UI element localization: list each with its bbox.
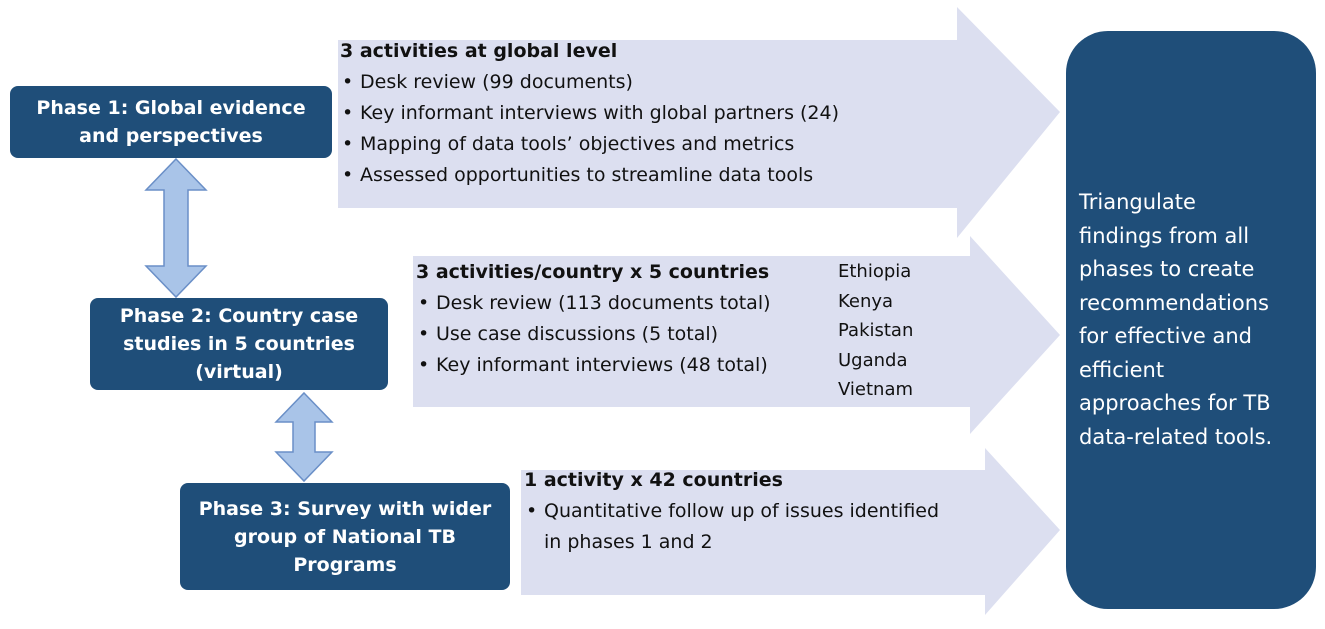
list-item: • Assessed opportunities to streamline data tools xyxy=(340,160,839,191)
country-name: Kenya xyxy=(838,290,894,312)
country-activities xyxy=(416,257,771,381)
list-item: • Key informant interviews with global partners (24) xyxy=(340,98,839,129)
survey-bullet-line-2: in phases 1 and 2 xyxy=(544,531,713,553)
survey-activities xyxy=(524,465,939,558)
triangulate-line: for effective and xyxy=(1079,324,1253,348)
triangulate-box xyxy=(1066,31,1316,609)
double-arrow-phase1-phase2 xyxy=(146,159,206,297)
triangulate-line: approaches for TB xyxy=(1079,391,1271,415)
triangulate-text xyxy=(1079,186,1272,454)
triangulate-line: recommendations xyxy=(1079,290,1269,315)
country-name: Pakistan xyxy=(838,320,914,341)
phase-1-line-1: Phase 1: Global evidence xyxy=(36,97,306,119)
phase-2-box xyxy=(90,298,388,390)
phase-2-line-3: (virtual) xyxy=(195,361,283,383)
phase-3-box xyxy=(180,483,510,590)
phase-2-line-1: Phase 2: Country case xyxy=(119,305,359,327)
country-name: Ethiopia xyxy=(838,261,912,282)
phase-1-box xyxy=(10,86,332,158)
triangulate-line: phases to create xyxy=(1079,257,1255,281)
list-item: • Key informant interviews (48 total) xyxy=(416,350,771,381)
list-item: • Mapping of data tools’ objectives and metrics xyxy=(340,129,839,160)
country-activities-list xyxy=(416,288,771,381)
survey-bullet-line-1: Quantitative follow up of issues identified xyxy=(544,500,940,522)
list-item: • Desk review (99 documents) xyxy=(340,67,839,98)
phase-1-line-2: and perspectives xyxy=(79,125,263,147)
triangulate-line: data-related tools. xyxy=(1079,424,1273,449)
global-activities-title: 3 activities at global level xyxy=(340,40,618,62)
triangulate-line: Triangulate xyxy=(1079,190,1196,214)
phase-3-line-3: Programs xyxy=(293,553,397,576)
triangulate-line: findings from all xyxy=(1079,223,1250,248)
survey-activities-list xyxy=(524,496,939,558)
survey-activities-title: 1 activity x 42 countries xyxy=(524,469,783,491)
country-name: Uganda xyxy=(838,349,908,371)
double-arrow-phase2-phase3 xyxy=(276,393,332,481)
country-list xyxy=(838,257,913,405)
list-item: • Desk review (113 documents total) xyxy=(416,288,771,319)
country-name: Vietnam xyxy=(838,379,914,400)
country-activities-title: 3 activities/country x 5 countries xyxy=(416,261,770,283)
phase-3-line-1: Phase 3: Survey with wider xyxy=(198,497,492,520)
list-item xyxy=(524,496,939,558)
global-activities-list xyxy=(340,67,839,191)
phase-2-line-2: studies in 5 countries xyxy=(123,333,355,355)
list-item: • Use case discussions (5 total) xyxy=(416,319,771,350)
global-activities xyxy=(340,36,839,191)
triangulate-line: efficient xyxy=(1079,357,1165,382)
phase-3-line-2: group of National TB xyxy=(234,525,456,548)
